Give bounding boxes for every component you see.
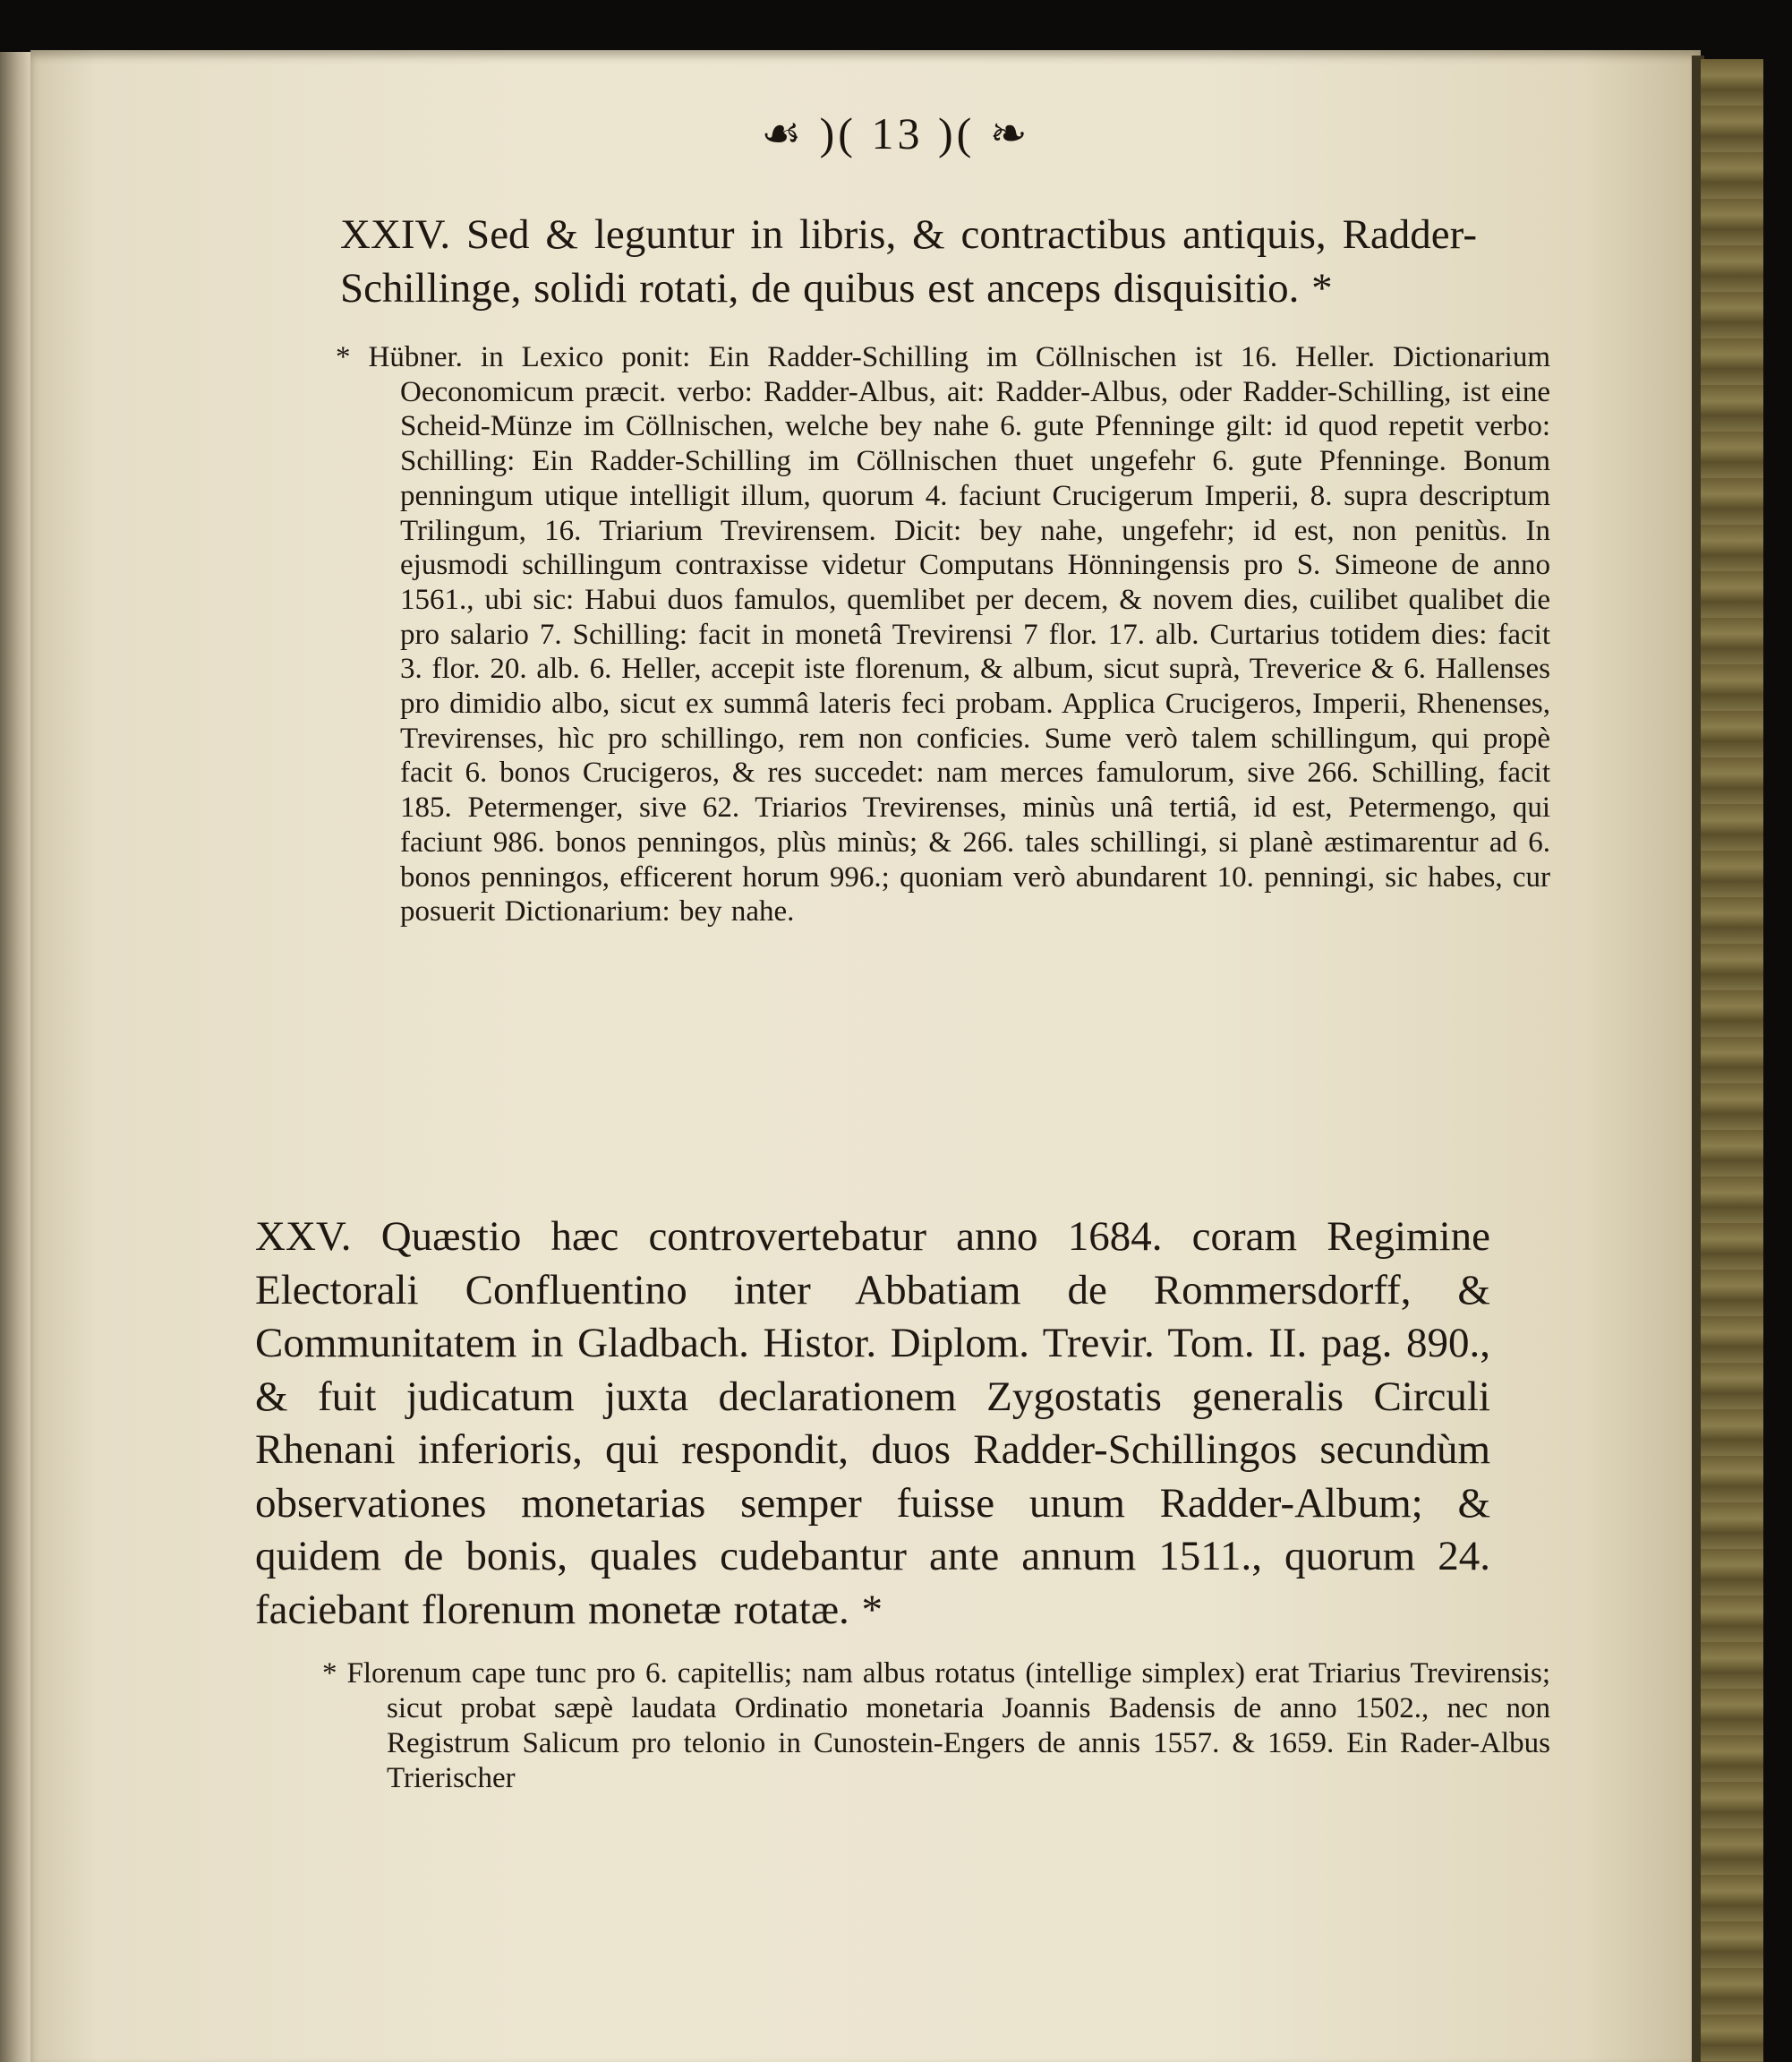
section-xxiv: XXIV. Sed & leguntur in libris, & contractibus antiquis, Radder-Schillinge, solidi rotati, de quibus est anceps disquisitio. * [340, 211, 1477, 312]
left-page-edge [0, 52, 30, 2062]
section-xxv: XXV. Quæstio hæc controvertebatur anno 1684. coram Regimine Electorali Confluentino inter Abbatiam de Rommersdorff, & Communitatem in Gladbach. Histor. Diplom. Trevir. Tom. II. pag. 890., & fuit judicatum juxta declarationem Zygostatis generalis Circuli Rhenani inferioris, qui respondit, duos Radder-Schillingos secundùm observationes monetarias semper fuisse unum Radder-Album; & quidem de bonis, quales cudebantur ante annum 1511., quorum 24. faciebant florenum monetæ rotatæ. * [255, 1213, 1490, 1633]
footnote-xxiv: * Hübner. in Lexico ponit: Ein Radder-Schilling im Cöllnischen ist 16. Heller. Dictionarium Oeconomicum præcit. verbo: Radder-Albus, ait: Radder-Albus, oder Radder-Schilling, ist eine Scheid-Münze im Cöllnischen, welche bey nahe 6. gute Pfenninge gilt: id quod repetit verbo: Schilling: Ein Radder-Schilling im Cöllnischen thuet ungefehr 6. gute Pfenninge. Bonum penningum utique intelligit illum, quorum 4. faciunt Crucigerum Imperii, 8. supra descriptum Trilingum, 16. Triarium Trevirensem. Dicit: bey nahe, ungefehr; id est, non penitùs. In ejusmodi schillingum contraxisse videtur Computans Hönningensis pro S. Simeone de anno 1561., ubi sic: Habui duos famulos, quemlibet per decem, & novem dies, cuilibet qualibet die pro salario 7. Schilling: facit in monetâ Trevirensi 7 flor. 17. alb. Curtarius totidem dies: facit 3. flor. 20. alb. 6. Heller, accepit iste florenum, & album, sicut suprà, Treverice & 6. Hallenses pro dimidio albo, sicut ex summâ lateris feci probam. Applica Crucigeros, Imperii, Rhenenses, Trevirenses, hìc pro schillingo, rem non conficies. Sume verò talem schillingum, qui propè facit 6. bonos Crucigeros, & res succedet: nam merces famulorum, sive 266. Schilling, facit 185. Petermenger, sive 62. Triarios Trevirenses, minùs unâ tertiâ, id est, Petermengo, qui faciunt 986. bonos penningos, plùs minùs; & 266. tales schillingi, si planè æstimarentur ad 6. bonos penningos, efficerent horum 996.; quoniam verò abundarent 10. penningi, sic habes, cur posuerit Dictionarium: bey nahe. [336, 341, 1550, 928]
page-header: ☙ )( 13 )( ❧ [761, 108, 1031, 158]
footnote-xxv: * Florenum cape tunc pro 6. capitellis; nam albus rotatus (intellige simplex) erat Triarius Trevirensis; sicut probat sæpè laudata Ordinatio monetaria Joannis Badensis de anno 1502., nec non Registrum Salicum pro telonio in Cunostein-Engers de annis 1557. & 1659. Ein Rader-Albus Trierischer [322, 1657, 1550, 1794]
book-cover-board [1701, 59, 1763, 2062]
